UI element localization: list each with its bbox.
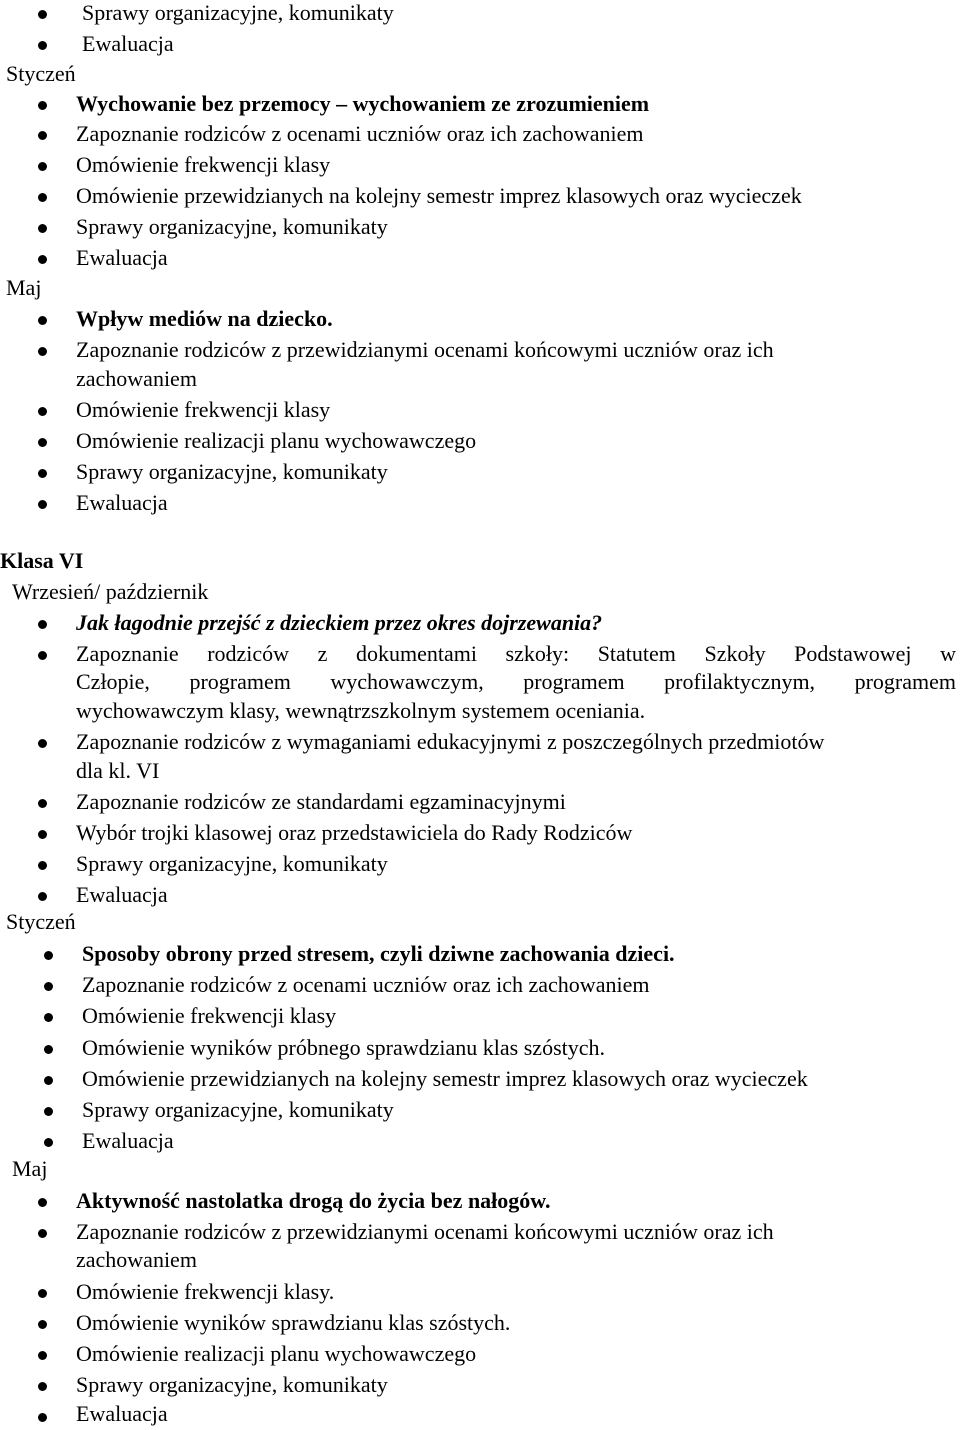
list-item-continuation: zachowaniem [76, 1247, 197, 1272]
bullet [38, 41, 47, 50]
list-item: Sprawy organizacyjne, komunikaty [76, 851, 388, 876]
list-item-continuation: wychowawczym klasy, wewnątrzszkolnym systemem oceniania. [76, 698, 646, 723]
bullet [38, 799, 47, 808]
bullet [38, 1351, 47, 1360]
list-item: Ewaluacja [76, 245, 168, 270]
list-item-topic: Sposoby obrony przed stresem, czyli dziwne zachowania dzieci. [82, 941, 675, 966]
list-item: Sprawy organizacyjne, komunikaty [76, 459, 388, 484]
list-item: Omówienie frekwencji klasy [82, 1003, 337, 1028]
list-item-continuation: Człopie, programem wychowawczym, programem profilaktycznym, programem [76, 669, 956, 694]
bullet [38, 651, 47, 660]
bullet [38, 193, 47, 202]
bullet [44, 982, 53, 991]
list-item-continuation: dla kl. VI [76, 758, 160, 783]
list-item: Sprawy organizacyjne, komunikaty [82, 1097, 394, 1122]
list-item: Omówienie przewidzianych na kolejny semestr imprez klasowych oraz wycieczek [76, 183, 802, 208]
section-heading-maj: Maj [12, 1156, 48, 1181]
bullet [38, 830, 47, 839]
list-item: Omówienie frekwencji klasy [76, 152, 331, 177]
bullet [44, 1045, 53, 1054]
list-item: Sprawy organizacyjne, komunikaty [76, 1372, 388, 1397]
list-item: Omówienie realizacji planu wychowawczego [76, 1341, 477, 1366]
list-item: Zapoznanie rodziców z przewidzianymi ocenami końcowymi uczniów oraz ich [76, 337, 774, 362]
list-item-continuation: zachowaniem [76, 366, 197, 391]
bullet [38, 224, 47, 233]
list-item: Omówienie przewidzianych na kolejny semestr imprez klasowych oraz wycieczek [82, 1066, 808, 1091]
list-item-topic: Aktywność nastolatka drogą do życia bez nałogów. [76, 1188, 551, 1213]
bullet [38, 1229, 47, 1238]
bullet [38, 407, 47, 416]
bullet [38, 1198, 47, 1207]
bullet [38, 101, 47, 110]
bullet [44, 1013, 53, 1022]
bullet [38, 255, 47, 264]
bullet [38, 469, 47, 478]
list-item: Omówienie wyników sprawdzianu klas szóstych. [76, 1310, 511, 1335]
bullet [38, 1413, 47, 1422]
list-item: Omówienie realizacji planu wychowawczego [76, 428, 477, 453]
list-item: Omówienie frekwencji klasy. [76, 1279, 335, 1304]
bullet [44, 1138, 53, 1147]
section-heading-wrzesien: Wrzesień/ październik [12, 579, 209, 604]
class-title: Klasa VI [0, 548, 84, 573]
list-item: Ewaluacja [76, 882, 168, 907]
bullet [38, 739, 47, 748]
list-item: Zapoznanie rodziców z dokumentami szkoły: Statutem Szkoły Podstawowej w [76, 641, 956, 666]
section-heading-styczen: Styczeń [6, 61, 76, 86]
bullet [38, 500, 47, 509]
list-item: Ewaluacja [76, 490, 168, 515]
list-item-topic: Wychowanie bez przemocy – wychowaniem ze zrozumieniem [76, 91, 650, 116]
section-heading-maj: Maj [6, 275, 42, 300]
bullet [38, 1320, 47, 1329]
list-item: Zapoznanie rodziców z wymaganiami edukacyjnymi z poszczególnych przedmiotów [76, 729, 825, 754]
bullet [38, 861, 47, 870]
list-item-topic: Wpływ mediów na dziecko. [76, 306, 333, 331]
bullet [38, 620, 47, 629]
bullet [38, 131, 47, 140]
list-item: Wybór trojki klasowej oraz przedstawiciela do Rady Rodziców [76, 820, 633, 845]
bullet [38, 438, 47, 447]
list-item: Ewaluacja [76, 1401, 168, 1426]
list-item-topic: Jak łagodnie przejść z dzieckiem przez okres dojrzewania? [76, 610, 603, 635]
bullet [44, 951, 53, 960]
list-item: Zapoznanie rodziców z przewidzianymi ocenami końcowymi uczniów oraz ich [76, 1219, 774, 1244]
bullet [38, 10, 47, 19]
bullet [38, 316, 47, 325]
bullet [38, 162, 47, 171]
bullet [38, 1382, 47, 1391]
list-item: Sprawy organizacyjne, komunikaty [76, 214, 388, 239]
list-item: Ewaluacja [82, 31, 174, 56]
bullet [38, 892, 47, 901]
bullet [44, 1107, 53, 1116]
bullet [44, 1076, 53, 1085]
bullet [38, 1289, 47, 1298]
list-item: Ewaluacja [82, 1128, 174, 1153]
bullet [38, 347, 47, 356]
list-item: Zapoznanie rodziców z ocenami uczniów oraz ich zachowaniem [82, 972, 650, 997]
list-item: Sprawy organizacyjne, komunikaty [82, 0, 394, 25]
list-item: Zapoznanie rodziców z ocenami uczniów oraz ich zachowaniem [76, 121, 644, 146]
section-heading-styczen: Styczeń [6, 909, 76, 934]
list-item: Omówienie wyników próbnego sprawdzianu klas szóstych. [82, 1035, 606, 1060]
list-item: Zapoznanie rodziców ze standardami egzaminacyjnymi [76, 789, 566, 814]
list-item: Omówienie frekwencji klasy [76, 397, 331, 422]
